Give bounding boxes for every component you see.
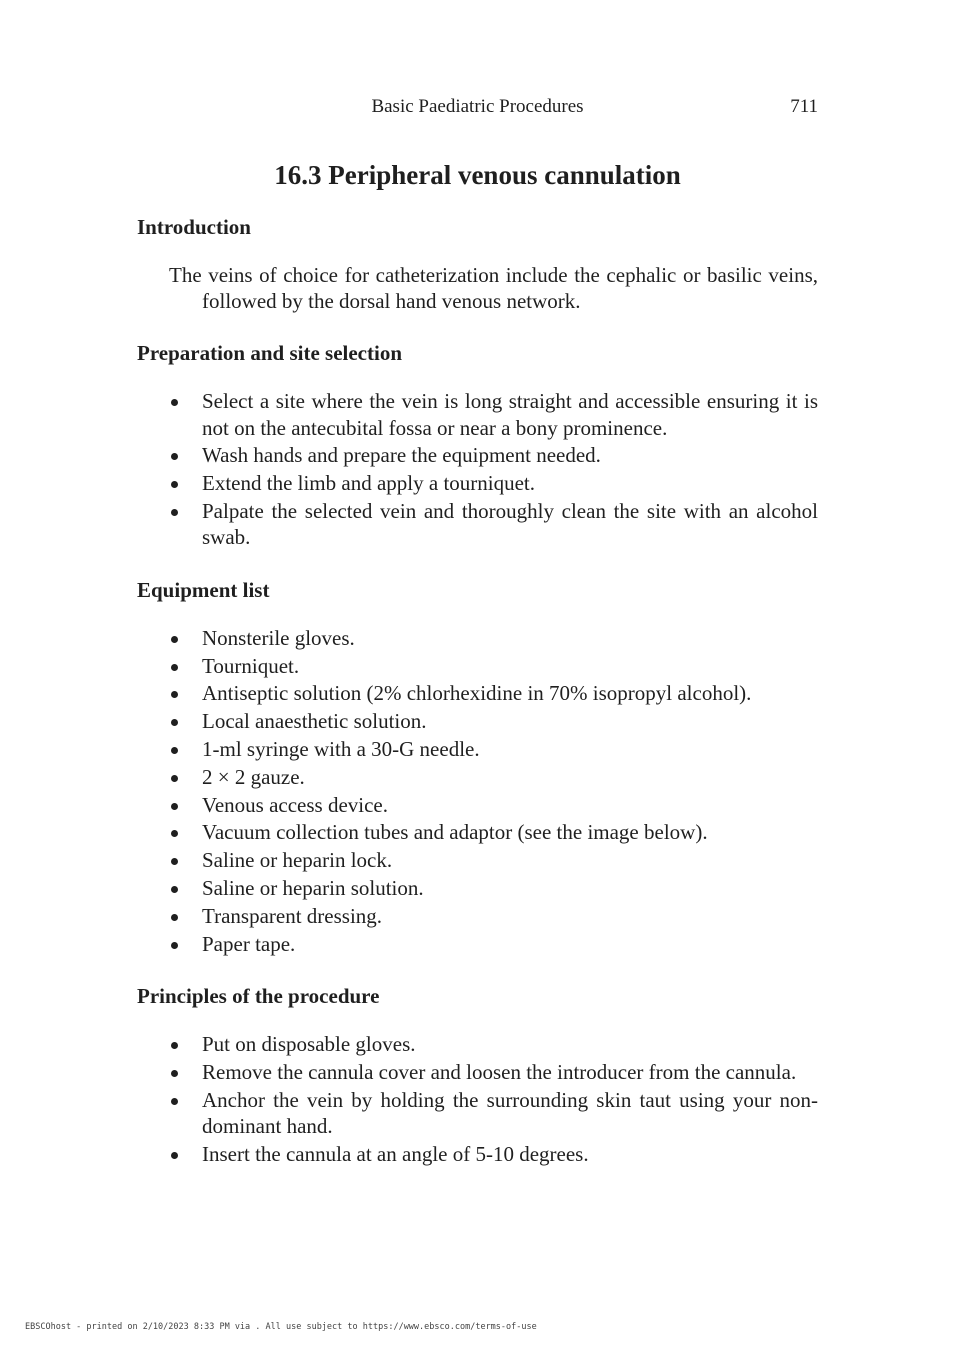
list-item: Wash hands and prepare the equipment needed. [137,442,818,469]
bullet-icon [171,914,178,921]
bullet-icon [171,942,178,949]
bullet-icon [171,719,178,726]
print-footer: EBSCOhost - printed on 2/10/2023 8:33 PM via . All use subject to https://www.ebsco.com/terms-of-use [25,1322,537,1332]
list-item: 2 × 2 gauze. [137,764,818,791]
bullet-icon [171,1152,178,1159]
main-content [137,212,818,1192]
bullet-icon [171,399,178,406]
list-item: Paper tape. [137,931,818,958]
list-item: Venous access device. [137,792,818,819]
bullet-icon [171,453,178,460]
bullet-icon [171,1070,178,1077]
bullet-icon [171,481,178,488]
list-item: Vacuum collection tubes and adaptor (see the image below). [137,819,818,846]
introduction-heading: Introduction [137,215,251,239]
running-title: Basic Paediatric Procedures [371,96,584,117]
bullet-icon [171,1042,178,1049]
list-item: Select a site where the vein is long straight and accessible ensuring it is not on the antecubital fossa or near a bony prominence. [137,388,818,441]
introduction-text: The veins of choice for catheterization include the cephalic or basilic veins, followed by the dorsal hand venous network. [169,263,818,313]
bullet-icon [171,664,178,671]
list-item: Put on disposable gloves. [137,1031,818,1058]
bullet-icon [171,803,178,810]
page-number: 711 [790,96,818,117]
bullet-icon [171,636,178,643]
list-item: Remove the cannula cover and loosen the introducer from the cannula. [137,1059,818,1086]
list-item: 1-ml syringe with a 30-G needle. [137,736,818,763]
list-item: Nonsterile gloves. [137,625,818,652]
bullet-icon [171,858,178,865]
list-item: Palpate the selected vein and thoroughly clean the site with an alcohol swab. [137,498,818,551]
preparation-list [137,388,818,551]
section-title: 16.3 Peripheral venous cannulation [274,160,681,190]
list-item: Saline or heparin lock. [137,847,818,874]
bullet-icon [171,830,178,837]
principles-list [137,1031,818,1167]
bullet-icon [171,691,178,698]
bullet-icon [171,747,178,754]
bullet-icon [171,509,178,516]
principles-heading: Principles of the procedure [137,984,380,1009]
list-item: Tourniquet. [137,653,818,680]
list-item: Transparent dressing. [137,903,818,930]
bullet-icon [171,775,178,782]
list-item: Extend the limb and apply a tourniquet. [137,470,818,497]
preparation-heading: Preparation and site selection [137,341,403,365]
list-item: Antiseptic solution (2% chlorhexidine in 70% isopropyl alcohol). [137,680,818,707]
bullet-icon [171,886,178,893]
list-item: Local anaesthetic solution. [137,708,818,735]
list-item: Anchor the vein by holding the surrounding skin taut using your non-dominant hand. [137,1087,818,1140]
equipment-list [137,625,818,957]
equipment-heading: Equipment list [137,577,270,602]
list-item: Saline or heparin solution. [137,875,818,902]
bullet-icon [171,1098,178,1105]
running-head [0,96,955,120]
list-item: Insert the cannula at an angle of 5-10 degrees. [137,1141,818,1168]
